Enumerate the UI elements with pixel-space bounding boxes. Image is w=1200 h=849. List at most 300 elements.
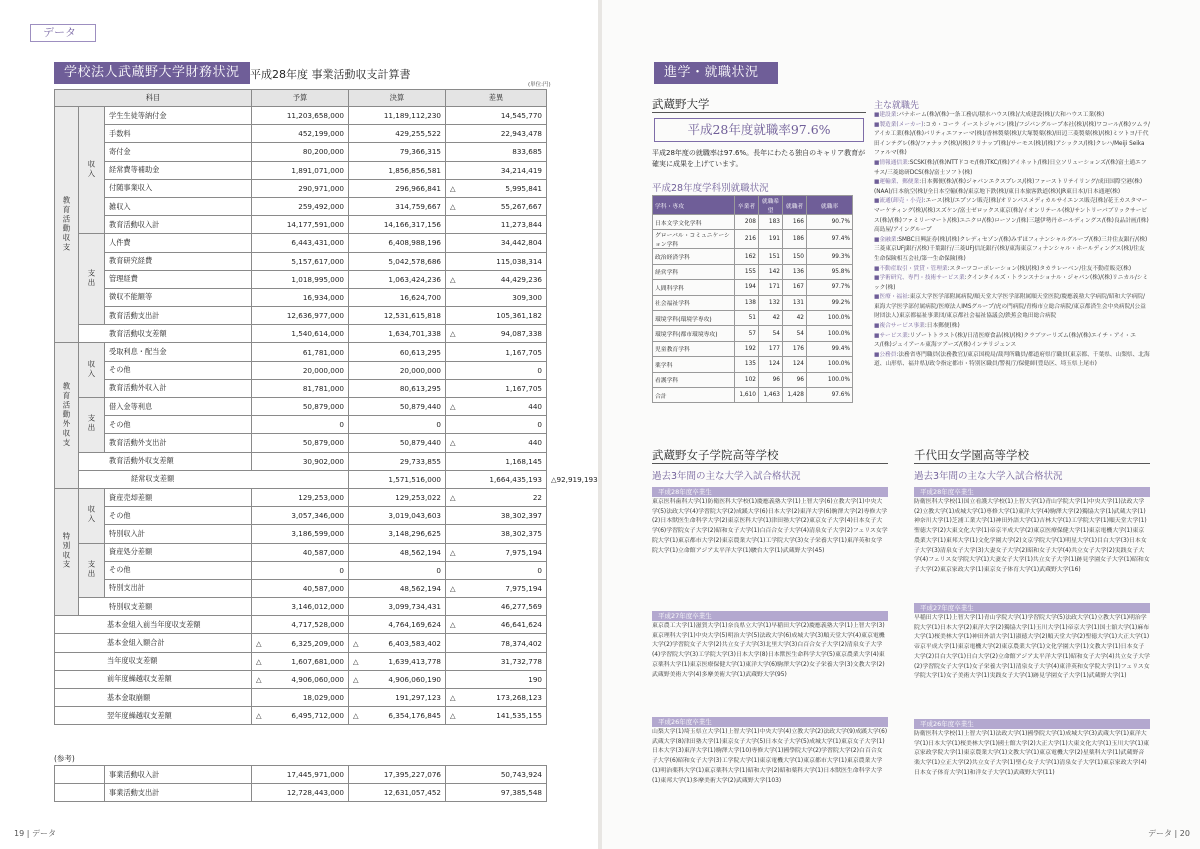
dept-header: 就職率 [807, 196, 853, 215]
cell-diff [446, 107, 547, 125]
cell-actual [349, 525, 446, 543]
employer-names: :リゾートトラスト(株)/日清医療食品(株)/(株)クラブツーリズム(株)/(株)エイチ・アイ・エス/(株)ジェイアール東海ツアーズ/(株)インテリジェンス [874, 332, 1136, 349]
value-diff: 44,429,236 [500, 274, 542, 284]
row-label: 教育活動外収支差額 [79, 452, 252, 470]
value-diff: 173,268,123 [496, 693, 542, 703]
cell-budget [252, 707, 349, 725]
dept-name: 看護学科 [653, 372, 735, 387]
employer-category-name: ■複合サービス事業 [874, 323, 925, 330]
dept-value: 51 [735, 310, 759, 325]
table-row [55, 343, 547, 361]
value-actual: 1,664,435,193 [489, 474, 542, 484]
subgroup-label-text: 支出 [87, 414, 96, 434]
table-row [55, 634, 547, 652]
cell-actual [349, 107, 446, 125]
row-label: 管理経費 [105, 270, 252, 288]
value-budget: 1,571,516,000 [388, 474, 441, 484]
employer-names: :パナホーム(株)/(株)一条工務店/積水ハウス(株)/大成建設(株)/大和ハウス工業(株) [896, 112, 1105, 118]
cell-diff [446, 616, 547, 634]
value-diff: 46,277,569 [500, 602, 542, 612]
value-diff: 34,214,419 [500, 165, 542, 175]
cell-budget [252, 143, 349, 161]
row-label: 教育活動支出計 [105, 307, 252, 325]
school2-title: 千代田女学園高等学校 [914, 448, 1029, 462]
value-diff: 7,975,194 [505, 583, 542, 593]
table-row [55, 307, 547, 325]
cell-budget [252, 561, 349, 579]
negative-mark: △ [450, 438, 456, 448]
row-label: 基本金組入額合計 [55, 634, 252, 652]
dept-value: 194 [735, 280, 759, 295]
value-actual: 191,297,123 [395, 693, 441, 703]
value-budget: 18,029,000 [302, 693, 344, 703]
dept-value: 150 [783, 249, 807, 264]
header-actual: 決算 [349, 90, 446, 107]
dept-value: 171 [759, 280, 783, 295]
cell-budget [252, 216, 349, 234]
value-diff: 440 [528, 402, 542, 412]
dept-name: 人間科学科 [653, 280, 735, 295]
university-name: 武蔵野大学 [652, 97, 710, 111]
value-actual: 3,099,734,431 [388, 602, 441, 612]
dept-value: 1,463 [759, 387, 783, 402]
negative-mark: △ [256, 656, 262, 666]
row-label: 徴収不能額等 [105, 288, 252, 306]
row-label: 前年度繰越収支差額 [55, 670, 252, 688]
cell-actual [349, 579, 446, 597]
dept-header: 卒業者 [735, 196, 759, 215]
cell-diff [446, 652, 547, 670]
row-label: その他 [105, 361, 252, 379]
cell-budget [252, 252, 349, 270]
row-label: 特別収支差額 [79, 598, 252, 616]
cell-name: 事業活動収入計 [105, 766, 252, 784]
value-diff: 34,442,804 [500, 238, 542, 248]
dept-value: 97.7% [807, 280, 853, 295]
subgroup-label-text: 収入 [87, 159, 96, 179]
header-budget: 予算 [252, 90, 349, 107]
employer-category [874, 351, 1150, 370]
dept-value: 176 [783, 341, 807, 356]
cell-diff [446, 488, 547, 506]
cell-budget [252, 107, 349, 125]
value-budget: 1,018,995,000 [291, 274, 344, 284]
employer-category-name: ■学術研究、専門・技術サービス業 [874, 275, 965, 282]
value-budget: 452,199,000 [298, 129, 344, 139]
cell-actual [349, 416, 446, 434]
blank-cell [55, 766, 105, 784]
school1-results: 東京医科歯科大学(1)防衛医科大学校(1)慶應義塾大学(1)上智大学(6)立教大学(1)中央大学(5)法政大学(4)学習院大学(2)成蹊大学(6)日本大学(2)東洋大学(6)駒澤大学(2)専修大学(2)日本獣医生命科学大学(2)東京医科大学(1)津田塾大学(2)東京女子大学(4)日本女子大学(6)学習院女子大学(2)昭和女子大学(1)白百合女子大学(4)清泉女子大学(2)フェリス女学院大学(1)東京都市大学(2)東京農業大学(1)工学院大学(3)女子栄養大学(1)東洋英和女学院大学(1)立命館アジア太平洋大学(1)駿台大学(1)武蔵野大学(45) [652, 499, 888, 554]
dept-value: 97.4% [807, 230, 853, 249]
cell-budget [252, 452, 349, 470]
table-row [55, 452, 547, 470]
row-label: 付随事業収入 [105, 179, 252, 197]
cell-budget [252, 307, 349, 325]
header-subject: 科目 [55, 90, 252, 107]
value-actual: 0 [436, 420, 441, 430]
value-actual: 14,166,317,156 [383, 220, 441, 230]
cell-diff [446, 689, 547, 707]
dept-value: 177 [759, 341, 783, 356]
cell-actual [349, 398, 446, 416]
value-budget: 1,891,071,000 [291, 165, 344, 175]
value-diff: 190 [528, 674, 542, 684]
section-tag: データ [30, 24, 96, 42]
employer-category-name: ■建設業 [874, 112, 897, 118]
cell-diff [446, 670, 547, 688]
value-budget: 6,325,209,000 [291, 638, 344, 648]
negative-mark: △ [551, 474, 557, 484]
school2-year-bar: 平成27年度卒業生 [914, 603, 1150, 613]
cell-name: 事業活動支出計 [105, 784, 252, 802]
cell-actual [349, 561, 446, 579]
header-diff: 差異 [446, 90, 547, 107]
dept-value: 142 [759, 264, 783, 279]
value-budget: 50,879,000 [302, 402, 344, 412]
finance-subtitle: 平成28年度 事業活動収支計算書 [250, 68, 411, 81]
dept-name: 児童教育学科 [653, 341, 735, 356]
table-row [653, 230, 853, 249]
left-page [0, 0, 598, 849]
blank-cell [55, 784, 105, 802]
finance-table [54, 89, 598, 725]
dept-value: 100.0% [807, 357, 853, 372]
cell-diff [446, 216, 547, 234]
value-actual: 314,759,667 [395, 202, 441, 212]
value-budget: 129,253,000 [298, 493, 344, 503]
dept-name: 合計 [653, 387, 735, 402]
dept-value: 100.0% [807, 372, 853, 387]
cell-actual [349, 689, 446, 707]
cell-diff [446, 307, 547, 325]
value-budget: 40,587,000 [302, 547, 344, 557]
school2-year-bar: 平成26年度卒業生 [914, 719, 1150, 729]
dept-name: 政治経済学科 [653, 249, 735, 264]
dept-header: 就職希望 [759, 196, 783, 215]
school1-year-bar: 平成28年度卒業生 [652, 487, 888, 497]
cell-actual [349, 234, 446, 252]
cell-actual [349, 343, 446, 361]
table-row [55, 252, 547, 270]
value-diff: 1,167,705 [505, 383, 542, 393]
row-label: 教育活動収入計 [105, 216, 252, 234]
cell-diff [446, 525, 547, 543]
cell-actual: 12,631,057,452 [349, 784, 446, 802]
value-actual: 4,764,169,624 [388, 620, 441, 630]
cell-diff [446, 325, 547, 343]
value-budget: 50,879,000 [302, 438, 344, 448]
cell-budget [252, 325, 349, 343]
dept-name: 経営学科 [653, 264, 735, 279]
dept-value: 191 [759, 230, 783, 249]
value-diff: 38,302,397 [500, 511, 542, 521]
value-actual: 1,634,701,338 [388, 329, 441, 339]
table-row [653, 357, 853, 372]
value-actual: 296,966,841 [395, 183, 441, 193]
cell-actual [349, 434, 446, 452]
value-budget: 290,971,000 [298, 183, 344, 193]
table-row [55, 579, 547, 597]
value-diff: 22 [532, 493, 542, 503]
employer-category [874, 197, 1150, 235]
value-budget: 6,495,712,000 [291, 711, 344, 721]
value-actual: 20,000,000 [399, 365, 441, 375]
employer-names: :SMBC日興証券(株)/(株)クレディセゾン/(株)みずほフィナンシャルグループ/(株)三井住友銀行/(株)三菱東京UFJ銀行/(株)千葉銀行/三菱UFJ信託銀行(株)/東海東京フィナンシャル・ホールディングス(株)/住友生命保険相互会社/第一生命保険(株) [874, 236, 1148, 262]
employer-category-name: ■情報通信業 [874, 159, 908, 166]
negative-mark: △ [450, 274, 456, 284]
employer-category [874, 159, 1150, 178]
negative-mark: △ [353, 638, 359, 648]
value-diff: 94,087,338 [500, 329, 542, 339]
employer-category [874, 293, 1150, 322]
subgroup-label [79, 234, 105, 325]
value-diff: 141,535,155 [496, 711, 542, 721]
row-label: 寄付金 [105, 143, 252, 161]
value-actual: 0 [436, 565, 441, 575]
value-diff: 7,975,194 [505, 547, 542, 557]
table-row [55, 766, 547, 784]
school2-subtitle: 過去3年間の主な大学入試合格状況 [914, 471, 1063, 482]
dept-value: 162 [735, 249, 759, 264]
value-diff: 440 [528, 438, 542, 448]
dept-value: 135 [735, 357, 759, 372]
row-label: その他 [105, 507, 252, 525]
group-label [55, 343, 79, 489]
reference-table [54, 765, 547, 802]
dept-name: 薬学科 [653, 357, 735, 372]
value-actual: 29,733,855 [399, 456, 441, 466]
row-label: その他 [105, 561, 252, 579]
cell-budget [252, 689, 349, 707]
negative-mark: △ [450, 711, 456, 721]
value-budget: 6,443,431,000 [291, 238, 344, 248]
employer-category [874, 265, 1150, 275]
value-actual: 129,253,022 [395, 493, 441, 503]
value-diff: 0 [537, 420, 542, 430]
table-row [55, 288, 547, 306]
cell-actual [349, 197, 446, 215]
cell-actual [349, 143, 446, 161]
negative-mark: △ [353, 711, 359, 721]
cell-actual [349, 707, 446, 725]
value-diff: 14,545,770 [500, 111, 542, 121]
row-label: 資産処分差額 [105, 543, 252, 561]
dept-value: 100.0% [807, 326, 853, 341]
cell-actual [349, 507, 446, 525]
cell-diff [446, 125, 547, 143]
value-diff: 0 [537, 565, 542, 575]
cell-budget [252, 416, 349, 434]
dept-value: 167 [783, 280, 807, 295]
dept-value: 1,610 [735, 387, 759, 402]
cell-diff [446, 252, 547, 270]
table-row [653, 387, 853, 402]
row-label: 資産売却差額 [105, 488, 252, 506]
school1-subtitle: 過去3年間の主な大学入試合格状況 [652, 471, 801, 482]
row-label: その他 [105, 416, 252, 434]
dept-header: 学科・専攻 [653, 196, 735, 215]
negative-mark: △ [450, 493, 456, 503]
row-label: 特別収入計 [105, 525, 252, 543]
dept-name: 環境学科(環境学専攻) [653, 310, 735, 325]
table-row [55, 379, 547, 397]
value-budget: 81,781,000 [302, 383, 344, 393]
dept-value: 138 [735, 295, 759, 310]
cell-budget [252, 525, 349, 543]
dept-value: 99.2% [807, 295, 853, 310]
cell-actual: 17,395,227,076 [349, 766, 446, 784]
table-row [653, 310, 853, 325]
value-actual: 1,063,424,236 [388, 274, 441, 284]
table-row [55, 234, 547, 252]
employer-category-name: ■サービス業 [874, 332, 908, 339]
school1-results: 東京農工大学(1)滋賀大学(1)奈良県立大学(1)早稲田大学(2)慶應義塾大学(1)上智大学(3)東京理科大学(1)中央大学(5)明治大学(5)法政大学(6)成城大学(3)順天堂大学(4)東京電機大学(2)学習院女子大学(2)共立女子大学(3)北里大学(3)白百合女子大学(2)清泉女子大学(4)学習院大学(3)工学院大学(3)日本大学(8)日本獣医生命科学大学(5)東京農業大学(4)東京薬科大学(1)東京医療保健大学(1)東洋大学(6)駒澤大学(2)女子栄養大学(3)文教大学(2)武蔵野美術大学(4)多摩美術大学(1)武蔵野大学(95) [652, 623, 885, 678]
cell-budget [252, 125, 349, 143]
employer-category [874, 111, 1150, 121]
cell-actual [349, 288, 446, 306]
employer-category-name: ■運輸業、郵便業 [874, 179, 920, 186]
value-actual: 50,879,440 [399, 402, 441, 412]
table-row [55, 179, 547, 197]
employer-names: :日本郵便(株)/(株)ジャパンエクスプレス/(株)ファーストリテイリング/成田国際空港(株)(NAA)/日本航空(株)/全日本空輸(株)/東京地下鉄(株)/東日本旅客鉄道(株)(JR東日本)/日本通運(株) [874, 179, 1143, 195]
row-label: 教育活動外支出計 [105, 434, 252, 452]
value-diff: 46,641,624 [500, 620, 542, 630]
employer-category-name: ■流通(卸売・小売) [874, 198, 924, 205]
dept-value: 183 [759, 215, 783, 230]
cell-budget [252, 343, 349, 361]
row-label: 経常収支差額 [79, 470, 349, 488]
cell-diff: 50,743,924 [446, 766, 547, 784]
cell-budget [252, 398, 349, 416]
cell-budget [252, 598, 349, 616]
school1-rule [652, 463, 888, 464]
cell-budget [252, 543, 349, 561]
row-label: 手数料 [105, 125, 252, 143]
dept-value: 96 [783, 372, 807, 387]
group-label-text: 教育活動外収支 [62, 381, 71, 448]
row-label: 教育活動外収入計 [105, 379, 252, 397]
dept-value: 124 [783, 357, 807, 372]
cell-actual [349, 252, 446, 270]
school2-results: 防衛医科大学校(1)上智大学(1)法政大学(1)國學院大学(1)成城大学(3)武蔵大学(1)東洋大学(1)日本大学(1)桜美林大学(1)國士館大学(2)大正大学(1)大東文化大学(1)玉川大学(1)東京家政学院大学(1)東京農業大学(1)文教大学(1)東京電機大学(2)星薬科大学(1)武蔵野音楽大学(1)立正大学(2)共立女子大学(1)聖心女子大学(1)清泉女子大学(1)東京家政大学(4)日本女子体育大学(1)和洋女子大学(1)武蔵野大学(11) [914, 731, 1150, 776]
cell-budget [349, 470, 446, 488]
value-actual: 6,408,988,196 [388, 238, 441, 248]
value-diff: 309,300 [512, 292, 542, 302]
employer-category-name: ■医療・福祉 [874, 294, 908, 301]
table-row [55, 784, 547, 802]
cell-budget [252, 234, 349, 252]
negative-mark: △ [450, 693, 456, 703]
cell-diff [446, 234, 547, 252]
value-actual: 1,639,413,778 [388, 656, 441, 666]
employer-names: :SCSK(株)/(株)NTTドコモ/(株)TKC/(株)アイネット/(株)日立ソリューションズ/(株)富士通エフサス/三菱総研DCS(株)/富士ソフト(株) [874, 159, 1147, 176]
dept-value: 100.0% [807, 310, 853, 325]
employment-rate: 平成28年度就職率97.6% [654, 118, 864, 142]
dept-value: 1,428 [783, 387, 807, 402]
dept-value: 208 [735, 215, 759, 230]
value-actual: 6,354,176,845 [388, 711, 441, 721]
table-row [55, 197, 547, 215]
subgroup-label [79, 107, 105, 234]
cell-diff [446, 343, 547, 361]
value-budget: 20,000,000 [302, 365, 344, 375]
school2-results: 早稲田大学(1)上智大学(1)青山学院大学(1)学習院大学(5)法政大学(1)立教大学(1)明治学院大学(1)日本大学(2)東洋大学(2)獨協大学(1)玉川大学(1)帝京大学(1)国士舘大学(1)麻布大学(1)桜美林大学(1)神田外語大学(1)淑徳大学(2)順天堂大学(2)聖徳大学(1)大正大学(1)帝京平成大学(1)東京電機大学(2)東京農業大学(1)文化学園大学(1)文教大学(1)日本女子大学(2)目白大学(1)日白大学(2)立命館アジア太平洋大学(1)昭和女子大学(4)共立女子大学(2)学習院女子大学(1)女子栄養大学(1)清泉女子大学(4)東洋英和女学院大学(1)フェリス女学院大学(1)女子美術大学(1)実践女子大学(1)跡見学園女子大学(1)武蔵野大学(1) [914, 615, 1150, 680]
cell-diff [446, 379, 547, 397]
department-table-title: 平成28年度学科別就職状況 [652, 183, 769, 194]
cell-budget [252, 488, 349, 506]
dept-value: 54 [783, 326, 807, 341]
cell-budget [252, 670, 349, 688]
value-budget: 0 [339, 420, 344, 430]
table-row [55, 707, 547, 725]
cell-actual [349, 543, 446, 561]
table-row [55, 143, 547, 161]
dept-header: 就職者 [783, 196, 807, 215]
value-diff: 1,168,145 [505, 456, 542, 466]
table-row [55, 689, 547, 707]
value-diff: 78,374,402 [500, 638, 542, 648]
table-row [653, 372, 853, 387]
value-actual: 5,042,578,686 [388, 256, 441, 266]
cell-budget [252, 579, 349, 597]
table-row [55, 398, 547, 416]
value-actual: 16,624,700 [399, 292, 441, 302]
dept-value: 166 [783, 215, 807, 230]
negative-mark: △ [450, 620, 456, 630]
negative-mark: △ [450, 202, 456, 212]
value-diff: 115,038,314 [496, 256, 542, 266]
row-label: 受取利息・配当金 [105, 343, 252, 361]
employer-category-name: ■金融業 [874, 236, 897, 243]
value-actual: 48,562,194 [399, 583, 441, 593]
row-label: 翌年度繰越収支差額 [55, 707, 252, 725]
dept-value: 42 [759, 310, 783, 325]
value-budget: 3,146,012,000 [291, 602, 344, 612]
table-row [653, 249, 853, 264]
employer-category [874, 121, 1150, 159]
employer-category-name: ■不動産取引・賃貸・管理業 [874, 265, 948, 272]
value-budget: 1,540,614,000 [291, 329, 344, 339]
cell-diff [446, 161, 547, 179]
department-table [652, 195, 853, 403]
table-row [55, 525, 547, 543]
table-row [55, 216, 547, 234]
cell-actual [349, 616, 446, 634]
value-actual: 6,403,583,402 [388, 638, 441, 648]
value-diff: 31,732,778 [500, 656, 542, 666]
negative-mark: △ [353, 674, 359, 684]
dept-name: グローバル・コミュニケーション学科 [653, 230, 735, 249]
value-diff: 105,361,182 [496, 311, 542, 321]
dept-value: 124 [759, 357, 783, 372]
value-actual: 60,613,295 [399, 347, 441, 357]
value-budget: 5,157,617,000 [291, 256, 344, 266]
dept-value: 96 [759, 372, 783, 387]
employment-rate-description: 平成28年度の就職率は97.6%。長年にわたる独自のキャリア教育が確実に成果を上げています。 [652, 149, 866, 168]
cell-diff [446, 416, 547, 434]
dept-value: 192 [735, 341, 759, 356]
value-actual: 12,531,615,818 [383, 311, 441, 321]
cell-diff [446, 507, 547, 525]
value-budget: 30,902,000 [302, 456, 344, 466]
negative-mark: △ [450, 329, 456, 339]
value-budget: 3,186,599,000 [291, 529, 344, 539]
row-label: 特別支出計 [105, 579, 252, 597]
value-actual: 50,879,440 [399, 438, 441, 448]
negative-mark: △ [450, 402, 456, 412]
dept-value: 155 [735, 264, 759, 279]
cell-diff [446, 143, 547, 161]
